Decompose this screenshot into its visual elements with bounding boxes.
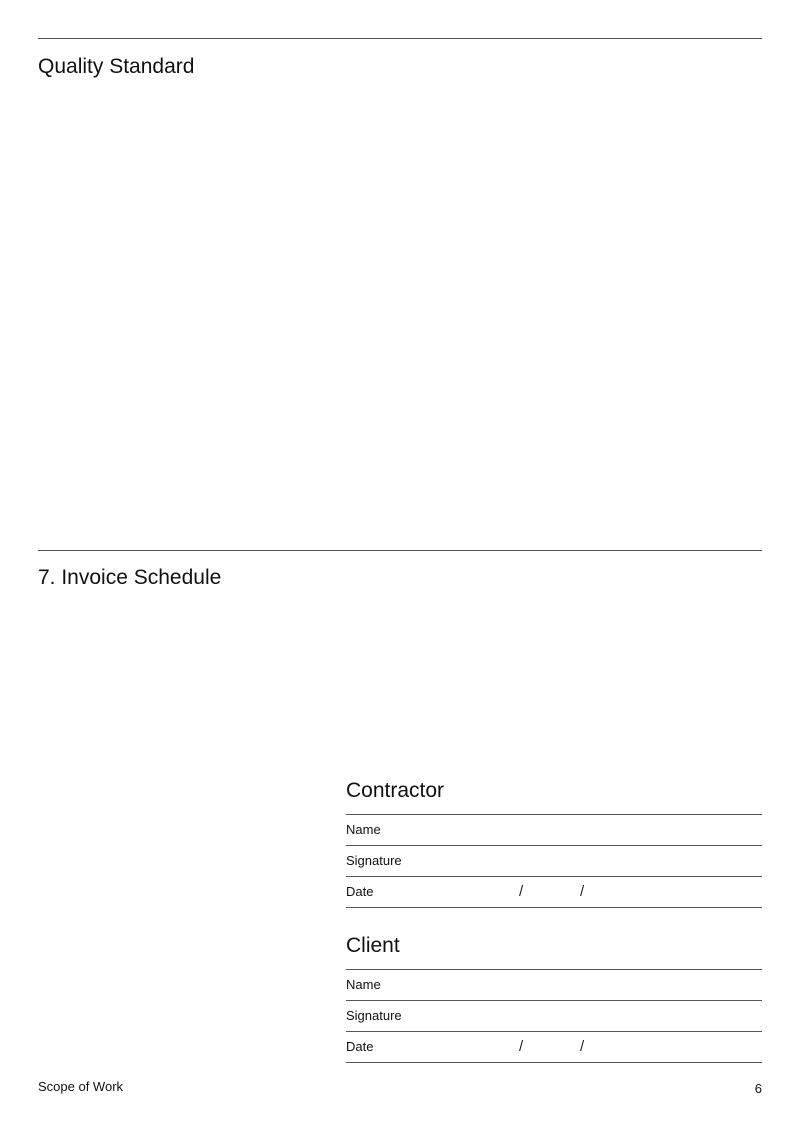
contractor-name-label: Name bbox=[346, 822, 381, 837]
section-title-quality-standard: Quality Standard bbox=[38, 55, 195, 78]
contractor-signature-block bbox=[346, 778, 762, 908]
section-divider bbox=[38, 38, 762, 39]
date-separator: / bbox=[519, 1038, 524, 1055]
client-name-field[interactable] bbox=[346, 969, 762, 1000]
client-signature-block bbox=[346, 933, 762, 1063]
contractor-date-field[interactable] bbox=[346, 876, 762, 908]
date-separator: / bbox=[580, 883, 585, 900]
date-separator: / bbox=[580, 1038, 585, 1055]
contractor-signature-field[interactable] bbox=[346, 845, 762, 876]
contractor-date-label: Date bbox=[346, 884, 374, 899]
contractor-signature-label: Signature bbox=[346, 853, 402, 868]
contractor-heading: Contractor bbox=[346, 779, 445, 802]
client-heading: Client bbox=[346, 934, 400, 957]
date-separator: / bbox=[519, 883, 524, 900]
footer-document-title: Scope of Work bbox=[38, 1079, 124, 1094]
footer-page-number: 6 bbox=[754, 1081, 762, 1096]
client-signature-label: Signature bbox=[346, 1008, 402, 1023]
section-title-invoice-schedule: 7. Invoice Schedule bbox=[38, 566, 222, 589]
client-date-label: Date bbox=[346, 1039, 374, 1054]
section-divider bbox=[38, 550, 762, 551]
contractor-name-field[interactable] bbox=[346, 814, 762, 845]
client-signature-field[interactable] bbox=[346, 1000, 762, 1031]
client-date-field[interactable] bbox=[346, 1031, 762, 1063]
client-name-label: Name bbox=[346, 977, 381, 992]
